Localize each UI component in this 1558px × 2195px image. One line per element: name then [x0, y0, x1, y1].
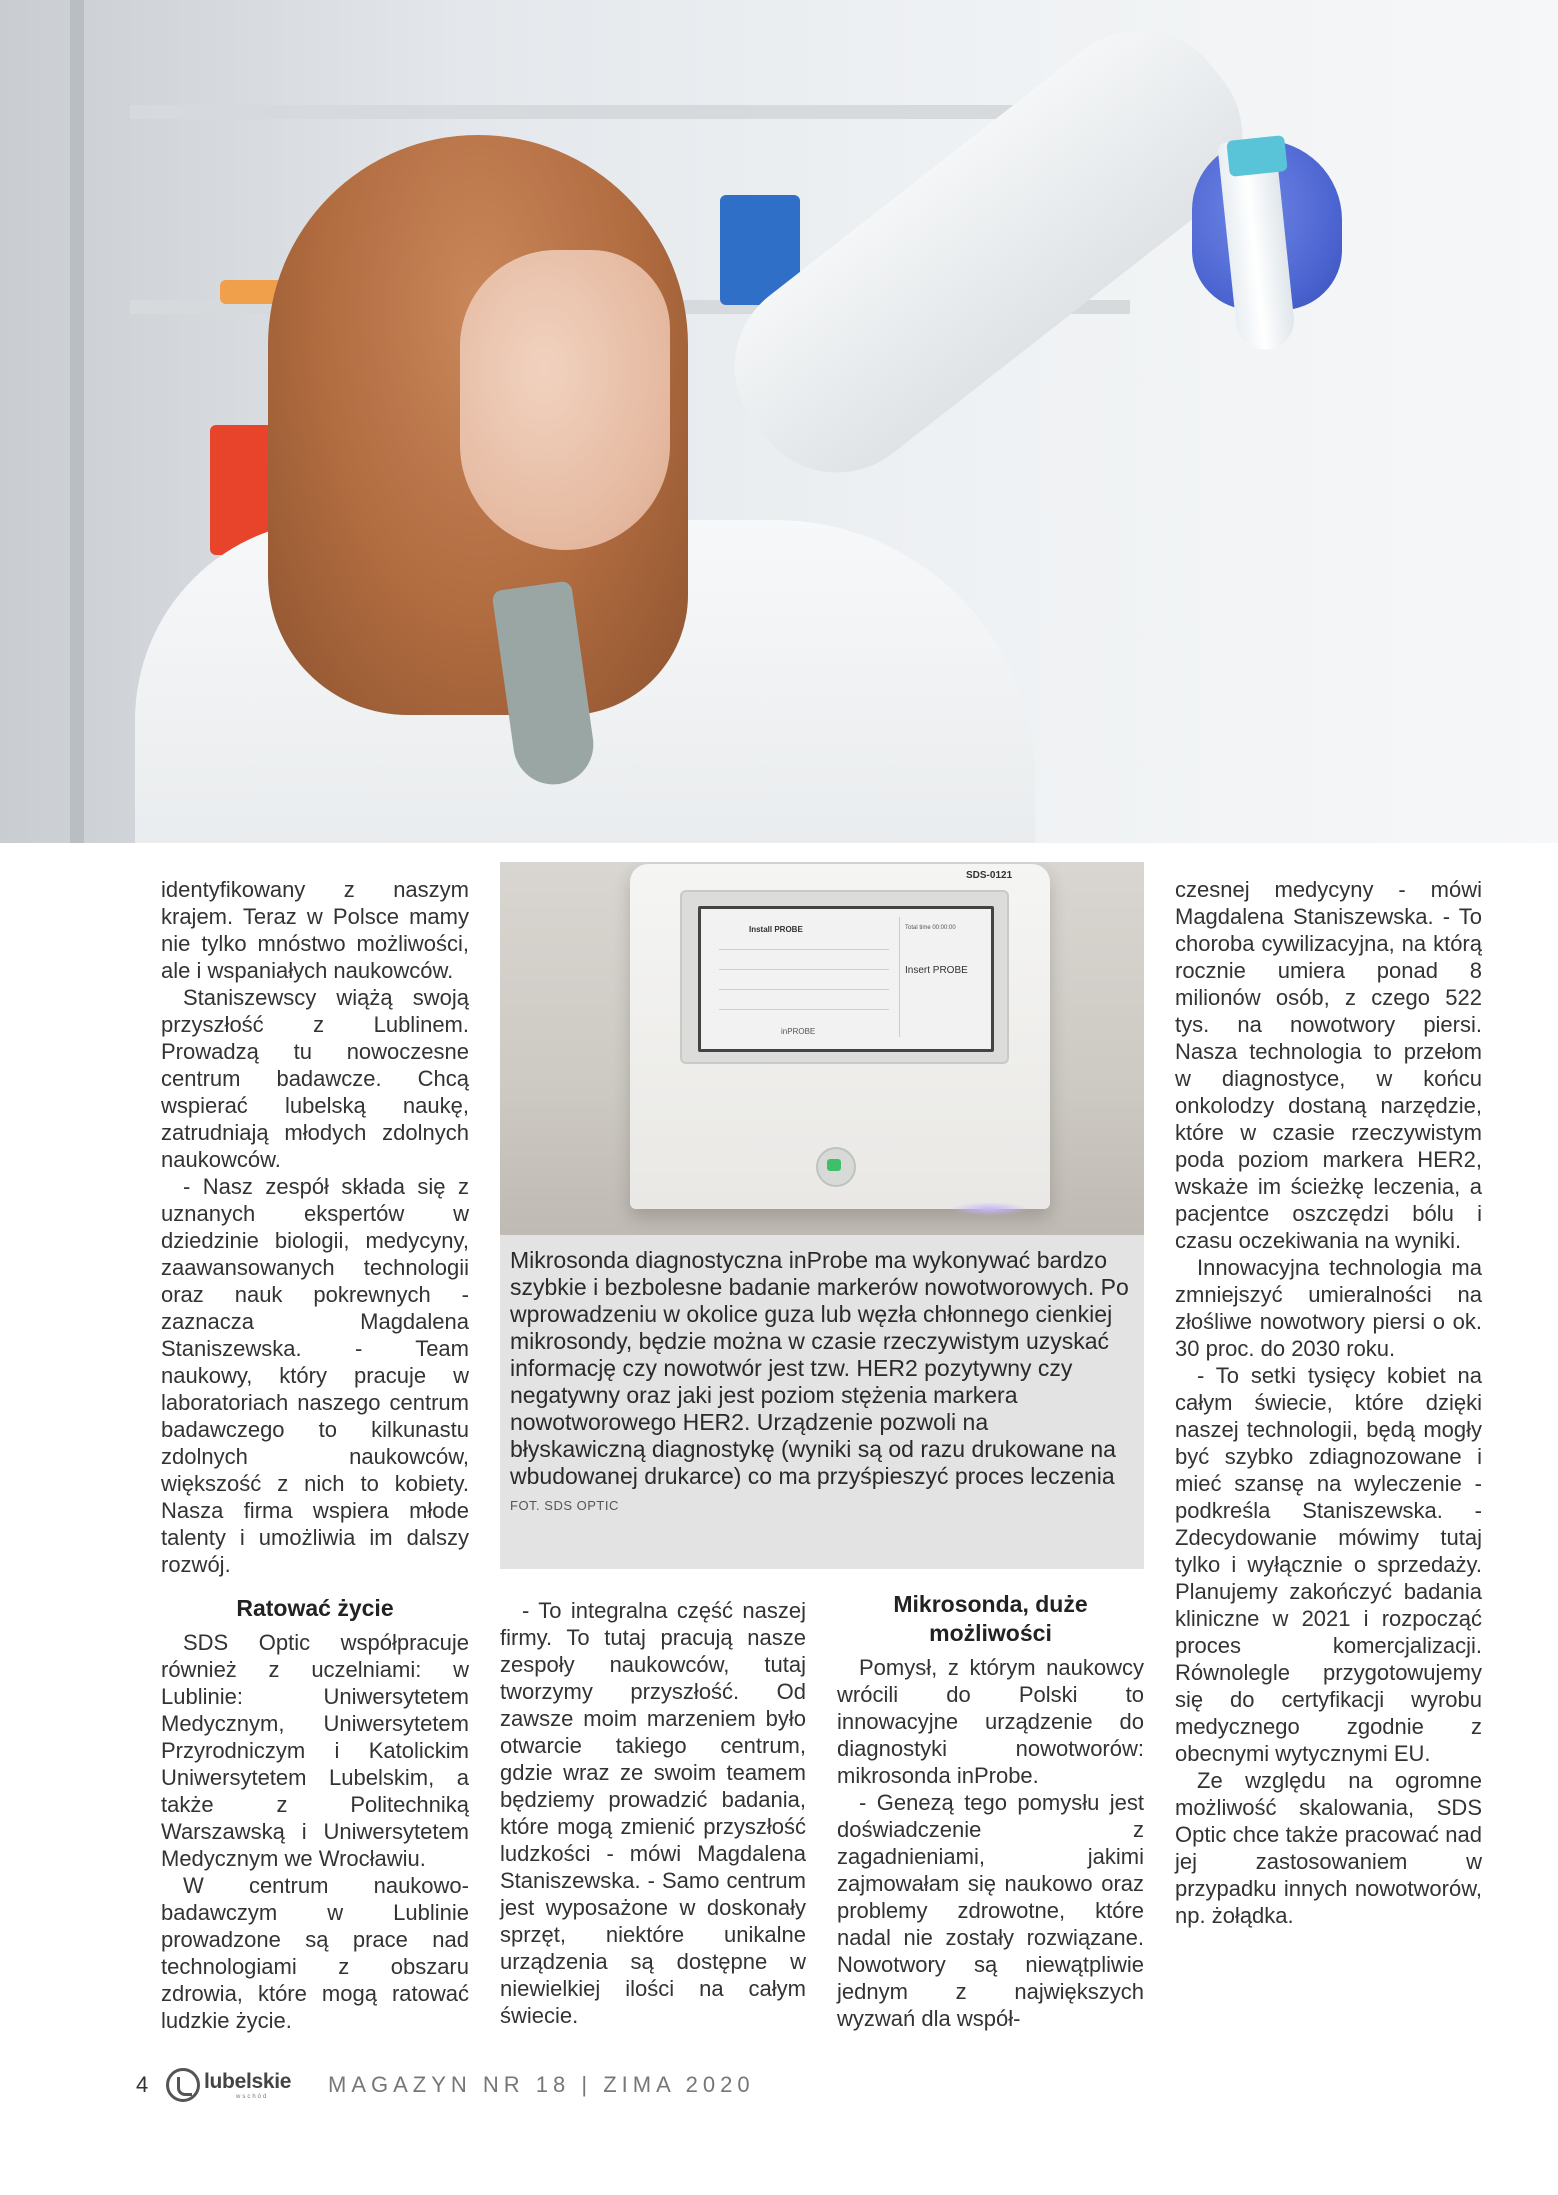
magazine-issue: MAGAZYN NR 18 | ZIMA 2020 [328, 2072, 755, 2097]
hero-photo [0, 0, 1558, 843]
page-number: 4 [136, 2072, 149, 2097]
section-heading: Mikrosonda, duże możliwości [893, 1591, 1088, 1646]
page-footer [136, 2066, 1036, 2106]
paragraph: W centrum naukowo-badawczym w Lublinie prowadzone są prace nad technologiami z obszaru zdrowia, które mogą ratować ludzkie życie. [161, 1873, 469, 2033]
face [460, 250, 670, 550]
screen-total-time: Total time 00:00:00 [905, 925, 956, 931]
photo-caption [500, 1235, 1144, 1569]
paragraph: Ze względu na ogromne możliwość skalowania, SDS Optic chce także pracować nad jej zastosowaniem w przypadku innych nowotworów, np. żołądka. [1175, 1768, 1482, 1928]
caption-text: Mikrosonda diagnostyczna inProbe ma wykonywać bardzo szybkie i bezbolesne badanie markerów nowotworowych. Po wprowadzeniu w okolice guza lub węzła chłonnego cienkiej mikrosondy, będzie można w czasie rzeczywistym uzyskać informację czy nowotwór jest tzw. HER2 pozytywny czy negatywny oraz jaki jest poziom stężenia markera nowotworowego HER2. Urządzenie pozwoli na błyskawiczną diagnostykę (wyniki są od razu drukowane na wbudowanej drukarce) co ma przyśpieszyć proces leczenia [510, 1247, 1129, 1489]
logo-subtext: wschód [236, 2094, 269, 2100]
screen-line [719, 1009, 889, 1010]
paragraph: SDS Optic współpracuje również z uczelniami: w Lublinie: Uniwersytetem Medycznym, Uniwersytetem Przyrodniczym i Katolickim Uniwersytetem Lubelskim, a także z Politechniką Warszawską i Uniwersytetem Medycznym we Wrocławiu. [161, 1630, 469, 1871]
paragraph: Pomysł, z którym naukowcy wrócili do Polski to innowacyjne urządzenie do diagnostyki nowotworów: mikrosonda inProbe. [837, 1655, 1144, 1788]
lab-shelf [130, 105, 1030, 119]
device-label: SDS-0121 [966, 870, 1013, 881]
tube-cap [1226, 135, 1287, 177]
screen-brand: inPROBE [781, 1027, 816, 1036]
device-power-button [816, 1147, 856, 1187]
device-screen [698, 906, 994, 1052]
screen-line [719, 949, 889, 950]
screen-side-panel [899, 917, 984, 1037]
screen-insert-label: Insert PROBE [905, 965, 968, 976]
article-column-3 [837, 1590, 1144, 2032]
lubelskie-logo-icon [166, 2068, 200, 2102]
device-photo [500, 862, 1144, 1235]
article-column-4 [1175, 876, 1482, 1929]
paragraph: Innowacyjna technologia ma zmniejszyć umieralności na złośliwe nowotwory piersi o ok. 30 proc. do 2030 roku. [1175, 1255, 1482, 1361]
photo-credit: FOT. SDS OPTIC [510, 1498, 619, 1513]
paragraph: - To setki tysięcy kobiet na całym świecie, które dzięki naszej technologii, będą mogły być szybko zdiagnozowane i mieć szansę na wyleczenie - podkreśla Staniszewska. - Zdecydowanie mówimy tutaj tylko i wyłącznie o sprzedaży. Planujemy zakończyć badania kliniczne w 2021 i rozpocząć proces komercjalizacji. Równolegle przygotowujemy się do certyfikacji wyrobu medycznego zgodnie z obecnymi wytycznymi EU. [1175, 1363, 1482, 1766]
screen-title: Install PROBE [749, 925, 803, 934]
paragraph: - To integralna część naszej firmy. To tutaj pracują nasze zespoły naukowców, tutaj tworzymy przyszłość. Od zawsze moim marzeniem było otwarcie takiego centrum, gdzie wraz ze swoim teamem będziemy prowadzić badania, które mogą zmienić przyszłość ludzkości - mówi Magdalena Staniszewska. - Samo centrum jest wyposażone w doskonały sprzęt, niektóre unikalne urządzenia są dostępne w niewielkiej ilości na całym świecie. [500, 1598, 806, 2028]
article-column-1 [161, 876, 469, 2034]
section-heading: Ratować życie [236, 1595, 394, 1621]
screen-line [719, 989, 889, 990]
paragraph: czesnej medycyny - mówi Magdalena Staniszewska. - To choroba cywilizacyjna, na którą rocznie umiera ponad 8 milionów osób, z czego 522 tys. na nowotwory piersi. Nasza technologia to przełom w diagnostyce, w końcu onkolodzy dostaną narzędzie, które w czasie rzeczywistym poda poziom markera HER2, wskaże im ścieżkę leczenia, a pacjentce oszczędzi bólu i czasu oczekiwania na wyniki. [1175, 877, 1482, 1253]
screen-line [719, 969, 889, 970]
logo-text: lubelskie [204, 2070, 292, 2093]
paragraph: - Genezą tego pomysłu jest doświadczenie z zagadnieniami, jakimi zajmowałam się naukowo oraz problemy zdrowotne, które nadal nie zostały rozwiązane. Nowotwory są niewątpliwie jednym z największych wyzwań dla współ- [837, 1790, 1144, 2031]
article-column-2 [500, 1597, 806, 2029]
paragraph: Staniszewscy wiążą swoją przyszłość z Lublinem. Prowadzą tu nowoczesne centrum badawcze. Chcą wspierać lubelską naukę, zatrudniają młodych zdolnych naukowców. [161, 985, 469, 1172]
device-glow [950, 1202, 1030, 1216]
paragraph: - Nasz zespół składa się z uznanych ekspertów w dziedzinie biologii, medycyny, zaawansowanych technologii oraz nauk pokrewnych - zaznacza Magdalena Staniszewska. - Team naukowy, który pracuje w laboratoriach naszego centrum badawczego to kilkunastu zdolnych naukowców, większość z nich to kobiety. Nasza firma wspiera młode talenty i umożliwia im dalszy rozwój. [161, 1174, 469, 1577]
window-frame [70, 0, 84, 843]
paragraph: identyfikowany z naszym krajem. Teraz w Polsce mamy nie tylko mnóstwo możliwości, ale i wspaniałych naukowców. [161, 877, 469, 983]
